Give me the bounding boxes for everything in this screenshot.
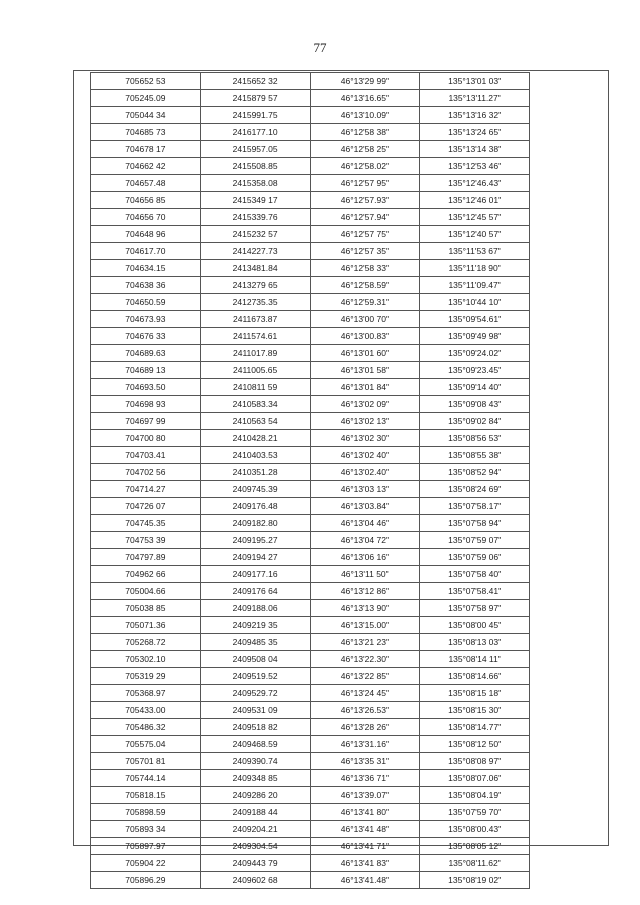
table-row <box>91 260 530 277</box>
x-coordinate-cell: 705038 85 <box>91 600 201 617</box>
table-row <box>91 124 530 141</box>
latitude-cell: 46°12'58.59" <box>310 277 420 294</box>
latitude-cell: 46°13'41 48" <box>310 821 420 838</box>
latitude-cell: 46°13'11 50" <box>310 566 420 583</box>
x-coordinate-cell: 704714.27 <box>91 481 201 498</box>
longitude-cell: 135°09'14 40" <box>420 379 530 396</box>
y-coordinate-cell: 2409304.54 <box>200 838 310 855</box>
latitude-cell: 46°13'04 72" <box>310 532 420 549</box>
longitude-cell: 135°08'05 12" <box>420 838 530 855</box>
table-row <box>91 787 530 804</box>
table-row <box>91 770 530 787</box>
latitude-cell: 46°13'28 26" <box>310 719 420 736</box>
latitude-cell: 46°13'04 46" <box>310 515 420 532</box>
x-coordinate-cell: 704689.63 <box>91 345 201 362</box>
x-coordinate-cell: 704700 80 <box>91 430 201 447</box>
x-coordinate-cell: 704634.15 <box>91 260 201 277</box>
table-row <box>91 804 530 821</box>
latitude-cell: 46°13'10.09" <box>310 107 420 124</box>
x-coordinate-cell: 705004.66 <box>91 583 201 600</box>
longitude-cell: 135°08'13 03" <box>420 634 530 651</box>
y-coordinate-cell: 2409443 79 <box>200 855 310 872</box>
longitude-cell: 135°08'55 38" <box>420 447 530 464</box>
y-coordinate-cell: 2409188.06 <box>200 600 310 617</box>
longitude-cell: 135°08'56 53" <box>420 430 530 447</box>
latitude-cell: 46°13'02 09" <box>310 396 420 413</box>
longitude-cell: 135°07'59 06" <box>420 549 530 566</box>
y-coordinate-cell: 2409745.39 <box>200 481 310 498</box>
x-coordinate-cell: 704657.48 <box>91 175 201 192</box>
latitude-cell: 46°12'57 95" <box>310 175 420 192</box>
table-row <box>91 158 530 175</box>
latitude-cell: 46°13'01 84" <box>310 379 420 396</box>
table-row <box>91 447 530 464</box>
longitude-cell: 135°11'53 67" <box>420 243 530 260</box>
x-coordinate-cell: 704698 93 <box>91 396 201 413</box>
x-coordinate-cell: 705245.09 <box>91 90 201 107</box>
x-coordinate-cell: 705744.14 <box>91 770 201 787</box>
x-coordinate-cell: 705893 34 <box>91 821 201 838</box>
y-coordinate-cell: 2409519.52 <box>200 668 310 685</box>
table-row <box>91 634 530 651</box>
longitude-cell: 135°08'52 94" <box>420 464 530 481</box>
latitude-cell: 46°13'41 71" <box>310 838 420 855</box>
x-coordinate-cell: 704702 56 <box>91 464 201 481</box>
longitude-cell: 135°08'24 69" <box>420 481 530 498</box>
y-coordinate-cell: 2410428.21 <box>200 430 310 447</box>
x-coordinate-cell: 704962 66 <box>91 566 201 583</box>
x-coordinate-cell: 705818.15 <box>91 787 201 804</box>
table-row <box>91 379 530 396</box>
latitude-cell: 46°13'26.53" <box>310 702 420 719</box>
table-row <box>91 209 530 226</box>
table-row <box>91 549 530 566</box>
latitude-cell: 46°12'57 35" <box>310 243 420 260</box>
longitude-cell: 135°08'00.43" <box>420 821 530 838</box>
table-row <box>91 668 530 685</box>
table-row <box>91 719 530 736</box>
table-row <box>91 481 530 498</box>
table-row <box>91 311 530 328</box>
table-row <box>91 464 530 481</box>
latitude-cell: 46°13'41 80" <box>310 804 420 821</box>
y-coordinate-cell: 2409177.16 <box>200 566 310 583</box>
longitude-cell: 135°09'49 98" <box>420 328 530 345</box>
latitude-cell: 46°12'57.93" <box>310 192 420 209</box>
table-row <box>91 617 530 634</box>
y-coordinate-cell: 2416177.10 <box>200 124 310 141</box>
longitude-cell: 135°08'00 45" <box>420 617 530 634</box>
y-coordinate-cell: 2411673.87 <box>200 311 310 328</box>
x-coordinate-cell: 704703.41 <box>91 447 201 464</box>
longitude-cell: 135°08'14.66" <box>420 668 530 685</box>
y-coordinate-cell: 2415232 57 <box>200 226 310 243</box>
y-coordinate-cell: 2409518 82 <box>200 719 310 736</box>
y-coordinate-cell: 2415879 57 <box>200 90 310 107</box>
latitude-cell: 46°13'41.48" <box>310 872 420 889</box>
x-coordinate-cell: 704617.70 <box>91 243 201 260</box>
x-coordinate-cell: 705896.29 <box>91 872 201 889</box>
latitude-cell: 46°13'01 58" <box>310 362 420 379</box>
x-coordinate-cell: 705368.97 <box>91 685 201 702</box>
y-coordinate-cell: 2409194 27 <box>200 549 310 566</box>
x-coordinate-cell: 704656 85 <box>91 192 201 209</box>
longitude-cell: 135°07'58 97" <box>420 600 530 617</box>
latitude-cell: 46°12'58 38" <box>310 124 420 141</box>
x-coordinate-cell: 705319 29 <box>91 668 201 685</box>
y-coordinate-cell: 2413481.84 <box>200 260 310 277</box>
x-coordinate-cell: 705302.10 <box>91 651 201 668</box>
table-row <box>91 175 530 192</box>
longitude-cell: 135°08'12 50" <box>420 736 530 753</box>
x-coordinate-cell: 705433.00 <box>91 702 201 719</box>
y-coordinate-cell: 2409286 20 <box>200 787 310 804</box>
longitude-cell: 135°13'16 32" <box>420 107 530 124</box>
latitude-cell: 46°13'02 13" <box>310 413 420 430</box>
longitude-cell: 135°12'46 01" <box>420 192 530 209</box>
latitude-cell: 46°13'35 31" <box>310 753 420 770</box>
y-coordinate-cell: 2409348 85 <box>200 770 310 787</box>
x-coordinate-cell: 704745.35 <box>91 515 201 532</box>
x-coordinate-cell: 704697 99 <box>91 413 201 430</box>
x-coordinate-cell: 705071.36 <box>91 617 201 634</box>
latitude-cell: 46°12'57.94" <box>310 209 420 226</box>
latitude-cell: 46°13'02 40" <box>310 447 420 464</box>
y-coordinate-cell: 2411017.89 <box>200 345 310 362</box>
table-row <box>91 430 530 447</box>
latitude-cell: 46°13'22.30" <box>310 651 420 668</box>
latitude-cell: 46°12'57 75" <box>310 226 420 243</box>
y-coordinate-cell: 2410403.53 <box>200 447 310 464</box>
y-coordinate-cell: 2415991.75 <box>200 107 310 124</box>
y-coordinate-cell: 2409468.59 <box>200 736 310 753</box>
y-coordinate-cell: 2412735.35 <box>200 294 310 311</box>
y-coordinate-cell: 2409508 04 <box>200 651 310 668</box>
longitude-cell: 135°09'02 84" <box>420 413 530 430</box>
longitude-cell: 135°08'15 18" <box>420 685 530 702</box>
longitude-cell: 135°08'19 02" <box>420 872 530 889</box>
longitude-cell: 135°09'08 43" <box>420 396 530 413</box>
table-row <box>91 73 530 90</box>
coordinates-table-body <box>91 73 530 889</box>
longitude-cell: 135°13'24 65" <box>420 124 530 141</box>
table-row <box>91 243 530 260</box>
x-coordinate-cell: 704650.59 <box>91 294 201 311</box>
x-coordinate-cell: 704726 07 <box>91 498 201 515</box>
x-coordinate-cell: 705652 53 <box>91 73 201 90</box>
y-coordinate-cell: 2415652 32 <box>200 73 310 90</box>
y-coordinate-cell: 2415957.05 <box>200 141 310 158</box>
y-coordinate-cell: 2410811 59 <box>200 379 310 396</box>
x-coordinate-cell: 705898.59 <box>91 804 201 821</box>
table-row <box>91 294 530 311</box>
table-row <box>91 90 530 107</box>
table-row <box>91 600 530 617</box>
x-coordinate-cell: 704693.50 <box>91 379 201 396</box>
x-coordinate-cell: 704648 96 <box>91 226 201 243</box>
y-coordinate-cell: 2409195.27 <box>200 532 310 549</box>
latitude-cell: 46°13'02.40" <box>310 464 420 481</box>
latitude-cell: 46°13'00.83" <box>310 328 420 345</box>
latitude-cell: 46°13'13 90" <box>310 600 420 617</box>
x-coordinate-cell: 704638 36 <box>91 277 201 294</box>
latitude-cell: 46°13'29 99" <box>310 73 420 90</box>
x-coordinate-cell: 705897.97 <box>91 838 201 855</box>
y-coordinate-cell: 2409188 44 <box>200 804 310 821</box>
longitude-cell: 135°07'58 94" <box>420 515 530 532</box>
y-coordinate-cell: 2409219 35 <box>200 617 310 634</box>
latitude-cell: 46°13'12 86" <box>310 583 420 600</box>
longitude-cell: 135°09'54.61" <box>420 311 530 328</box>
y-coordinate-cell: 2415339.76 <box>200 209 310 226</box>
y-coordinate-cell: 2409390.74 <box>200 753 310 770</box>
latitude-cell: 46°13'03.84" <box>310 498 420 515</box>
latitude-cell: 46°12'58.02" <box>310 158 420 175</box>
table-row <box>91 685 530 702</box>
table-row <box>91 328 530 345</box>
longitude-cell: 135°08'04.19" <box>420 787 530 804</box>
y-coordinate-cell: 2410583.34 <box>200 396 310 413</box>
y-coordinate-cell: 2414227.73 <box>200 243 310 260</box>
y-coordinate-cell: 2409176.48 <box>200 498 310 515</box>
latitude-cell: 46°13'00 70" <box>310 311 420 328</box>
latitude-cell: 46°12'58 33" <box>310 260 420 277</box>
x-coordinate-cell: 705701 81 <box>91 753 201 770</box>
table-row <box>91 345 530 362</box>
x-coordinate-cell: 704662 42 <box>91 158 201 175</box>
table-row <box>91 277 530 294</box>
x-coordinate-cell: 705268.72 <box>91 634 201 651</box>
x-coordinate-cell: 705486.32 <box>91 719 201 736</box>
longitude-cell: 135°09'23.45" <box>420 362 530 379</box>
x-coordinate-cell: 704673.93 <box>91 311 201 328</box>
latitude-cell: 46°13'01 60" <box>310 345 420 362</box>
table-row <box>91 821 530 838</box>
table-row <box>91 141 530 158</box>
x-coordinate-cell: 705575.04 <box>91 736 201 753</box>
table-row <box>91 226 530 243</box>
y-coordinate-cell: 2411005.65 <box>200 362 310 379</box>
x-coordinate-cell: 704797.89 <box>91 549 201 566</box>
longitude-cell: 135°08'14.77" <box>420 719 530 736</box>
longitude-cell: 135°13'14 38" <box>420 141 530 158</box>
latitude-cell: 46°13'41 83" <box>310 855 420 872</box>
y-coordinate-cell: 2409531 09 <box>200 702 310 719</box>
longitude-cell: 135°08'08 97" <box>420 753 530 770</box>
longitude-cell: 135°09'24.02" <box>420 345 530 362</box>
y-coordinate-cell: 2411574.61 <box>200 328 310 345</box>
page-number: 77 <box>313 40 327 55</box>
table-row <box>91 583 530 600</box>
latitude-cell: 46°12'58 25" <box>310 141 420 158</box>
longitude-cell: 135°08'14 11" <box>420 651 530 668</box>
table-row <box>91 736 530 753</box>
table-row <box>91 838 530 855</box>
x-coordinate-cell: 704656 70 <box>91 209 201 226</box>
table-row <box>91 362 530 379</box>
x-coordinate-cell: 704678 17 <box>91 141 201 158</box>
longitude-cell: 135°11'18 90" <box>420 260 530 277</box>
y-coordinate-cell: 2413279 65 <box>200 277 310 294</box>
table-row <box>91 107 530 124</box>
table-row <box>91 532 530 549</box>
x-coordinate-cell: 705904 22 <box>91 855 201 872</box>
latitude-cell: 46°13'03 13" <box>310 481 420 498</box>
table-row <box>91 515 530 532</box>
y-coordinate-cell: 2409602 68 <box>200 872 310 889</box>
table-row <box>91 651 530 668</box>
longitude-cell: 135°07'58.17" <box>420 498 530 515</box>
longitude-cell: 135°11'09.47" <box>420 277 530 294</box>
latitude-cell: 46°13'31.16" <box>310 736 420 753</box>
y-coordinate-cell: 2409529.72 <box>200 685 310 702</box>
table-row <box>91 702 530 719</box>
coordinates-table <box>90 72 530 889</box>
y-coordinate-cell: 2409485 35 <box>200 634 310 651</box>
y-coordinate-cell: 2410563 54 <box>200 413 310 430</box>
y-coordinate-cell: 2415358.08 <box>200 175 310 192</box>
longitude-cell: 135°12'40 57" <box>420 226 530 243</box>
latitude-cell: 46°13'22 85" <box>310 668 420 685</box>
table-row <box>91 498 530 515</box>
longitude-cell: 135°08'15 30" <box>420 702 530 719</box>
longitude-cell: 135°13'11.27" <box>420 90 530 107</box>
table-row <box>91 413 530 430</box>
longitude-cell: 135°12'46.43" <box>420 175 530 192</box>
latitude-cell: 46°13'36 71" <box>310 770 420 787</box>
table-row <box>91 753 530 770</box>
longitude-cell: 135°07'59 07" <box>420 532 530 549</box>
table-row <box>91 396 530 413</box>
table-row <box>91 566 530 583</box>
latitude-cell: 46°13'24 45" <box>310 685 420 702</box>
longitude-cell: 135°07'58.41" <box>420 583 530 600</box>
x-coordinate-cell: 704685 73 <box>91 124 201 141</box>
x-coordinate-cell: 704689 13 <box>91 362 201 379</box>
latitude-cell: 46°13'16.65" <box>310 90 420 107</box>
y-coordinate-cell: 2410351.28 <box>200 464 310 481</box>
table-row <box>91 872 530 889</box>
longitude-cell: 135°08'11.62" <box>420 855 530 872</box>
y-coordinate-cell: 2409204.21 <box>200 821 310 838</box>
longitude-cell: 135°08'07.06" <box>420 770 530 787</box>
latitude-cell: 46°13'39.07" <box>310 787 420 804</box>
table-row <box>91 192 530 209</box>
latitude-cell: 46°13'02 30" <box>310 430 420 447</box>
longitude-cell: 135°07'59 70" <box>420 804 530 821</box>
x-coordinate-cell: 705044 34 <box>91 107 201 124</box>
y-coordinate-cell: 2415508.85 <box>200 158 310 175</box>
x-coordinate-cell: 704753 39 <box>91 532 201 549</box>
latitude-cell: 46°12'59.31" <box>310 294 420 311</box>
latitude-cell: 46°13'06 16" <box>310 549 420 566</box>
longitude-cell: 135°12'45 57" <box>420 209 530 226</box>
longitude-cell: 135°07'58 40" <box>420 566 530 583</box>
y-coordinate-cell: 2409182.80 <box>200 515 310 532</box>
longitude-cell: 135°10'44 10" <box>420 294 530 311</box>
y-coordinate-cell: 2415349 17 <box>200 192 310 209</box>
table-row <box>91 855 530 872</box>
longitude-cell: 135°12'53 46" <box>420 158 530 175</box>
y-coordinate-cell: 2409176 64 <box>200 583 310 600</box>
latitude-cell: 46°13'21 23" <box>310 634 420 651</box>
latitude-cell: 46°13'15.00" <box>310 617 420 634</box>
longitude-cell: 135°13'01 03" <box>420 73 530 90</box>
x-coordinate-cell: 704676 33 <box>91 328 201 345</box>
